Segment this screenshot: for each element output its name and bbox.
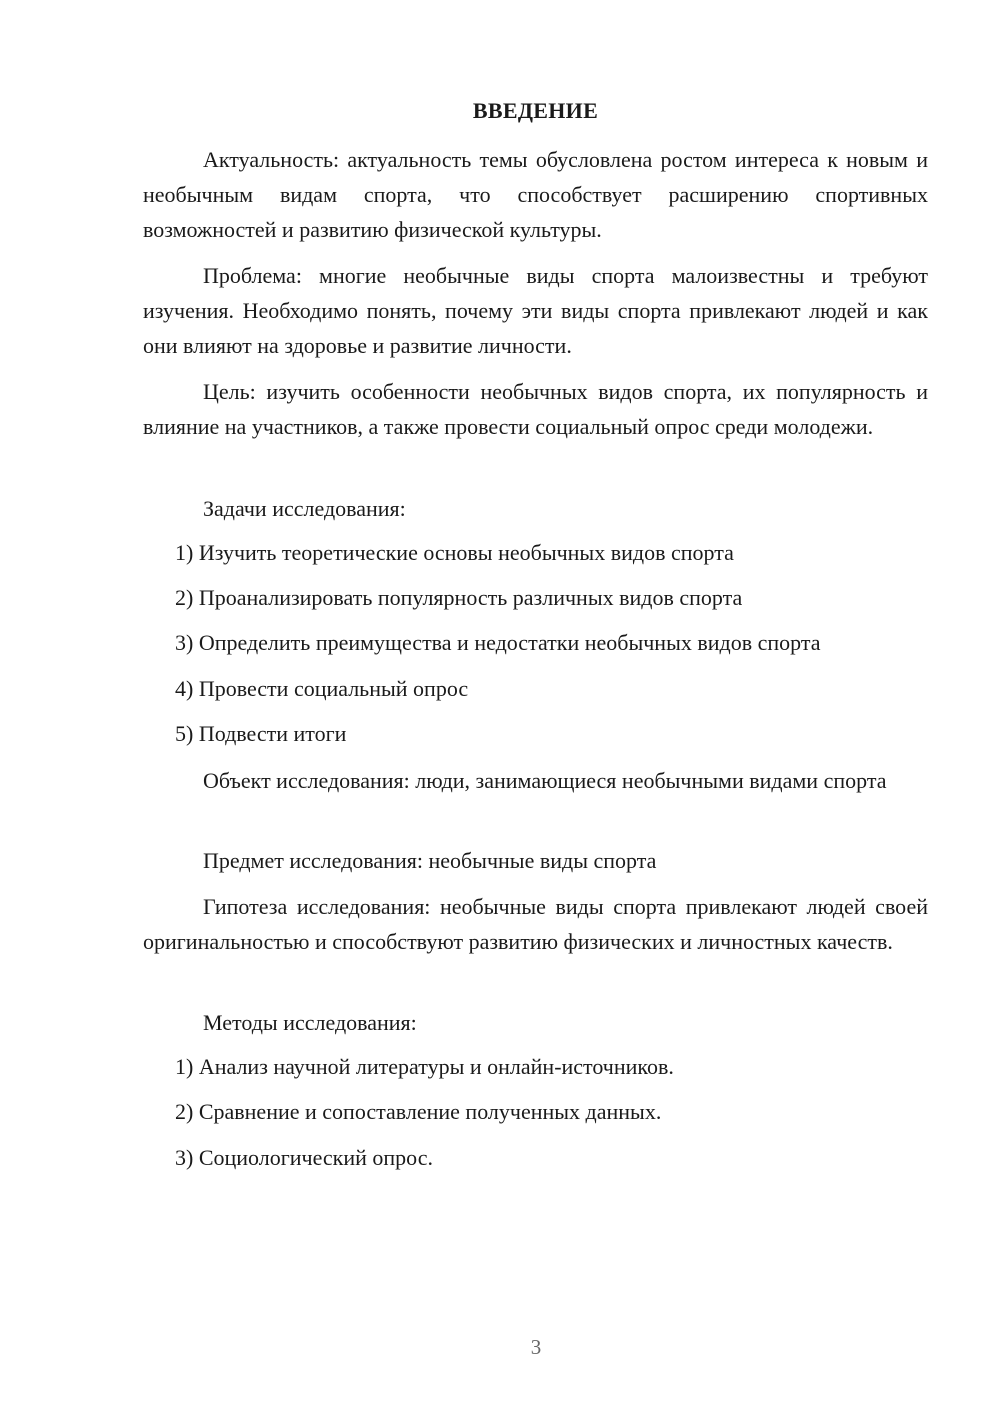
goal-paragraph: Цель: изучить особенности необычных видов спорта, их популярность и влияние на участников, а также провести социальный опрос среди молодежи. (143, 379, 928, 440)
problem-paragraph: Проблема: многие необычные виды спорта малоизвестны и требуют изучения. Необходимо понять, почему эти виды спорта привлекают людей и как они влияют на здоровье и развитие личности. (143, 263, 928, 359)
tasks-heading: Задачи исследования: (203, 496, 406, 521)
task-item-1: 1) Изучить теоретические основы необычных видов спорта (175, 540, 734, 565)
hypothesis-paragraph: Гипотеза исследования: необычные виды спорта привлекают людей своей оригинальностью и способствуют развитию физических и личностных качеств. (143, 894, 928, 955)
method-item-2: 2) Сравнение и сопоставление полученных данных. (175, 1099, 662, 1124)
relevance-paragraph: Актуальность: актуальность темы обусловлена ростом интереса к новым и необычным видам спорта, что способствует расширению спортивных возможностей и развитию физической культуры. (143, 147, 928, 243)
subject-paragraph: Предмет исследования: необычные виды спорта (203, 848, 657, 873)
task-item-3: 3) Определить преимущества и недостатки необычных видов спорта (175, 630, 821, 655)
page-title: ВВЕДЕНИЕ (472, 98, 599, 123)
task-item-4: 4) Провести социальный опрос (175, 676, 469, 701)
method-item-1: 1) Анализ научной литературы и онлайн-источников. (175, 1054, 674, 1079)
method-item-3: 3) Социологический опрос. (175, 1145, 433, 1170)
page-number: 3 (530, 1335, 542, 1359)
task-item-2: 2) Проанализировать популярность различных видов спорта (175, 585, 743, 610)
task-item-5: 5) Подвести итоги (175, 721, 347, 746)
object-paragraph: Объект исследования: люди, занимающиеся необычными видами спорта (203, 768, 887, 793)
methods-heading: Методы исследования: (203, 1010, 417, 1035)
